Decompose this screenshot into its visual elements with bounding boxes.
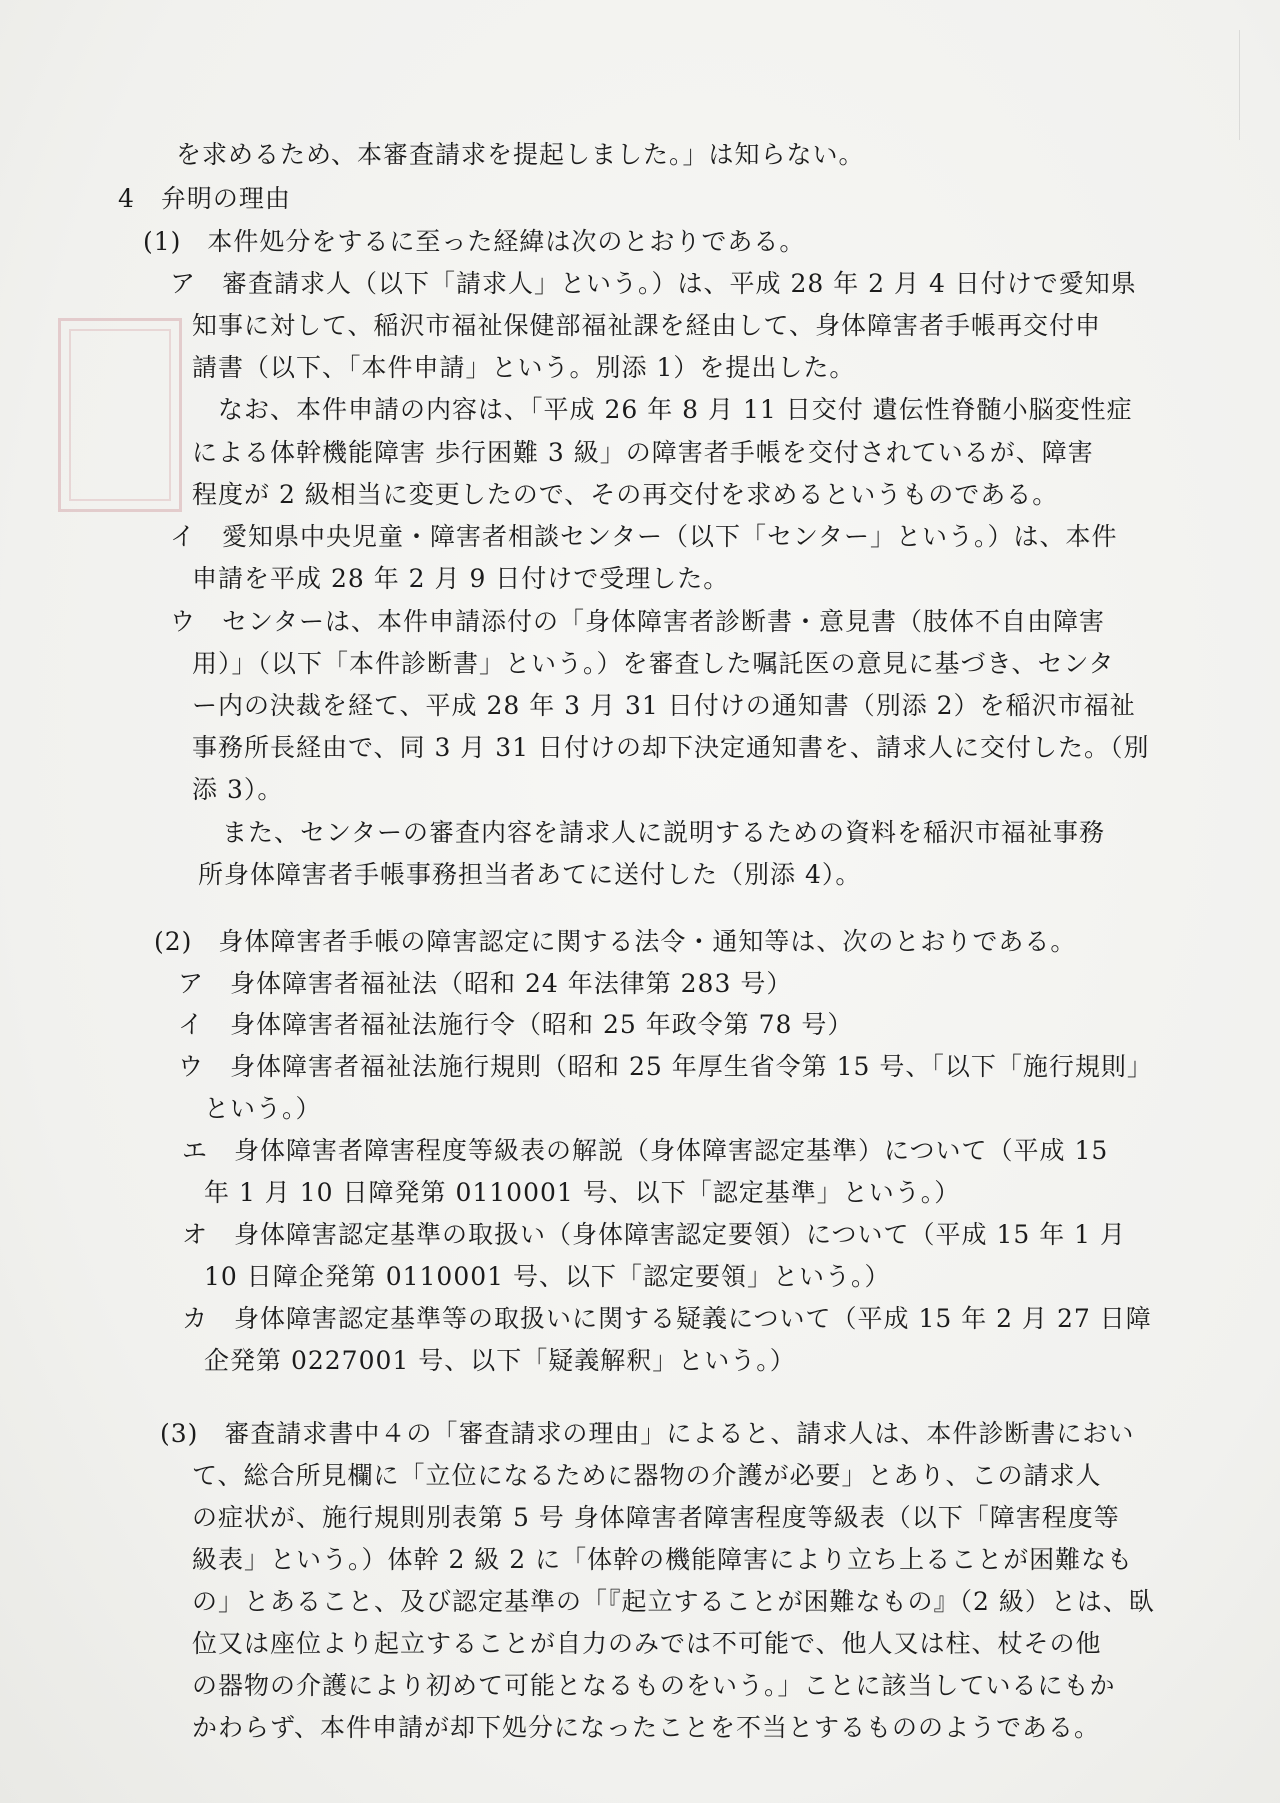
text-line: ウ センターは、本件申請添付の「身体障害者診断書・意見書（肢体不自由障害 [170,607,1106,636]
text-line: 位又は座位より起立することが自力のみでは不可能で、他人又は柱、杖その他 [192,1629,1102,1658]
text-line: 用）」（以下「本件診断書」という。）を審査した嘱託医の意見に基づき、センタ [192,649,1115,678]
text-line: を求めるため、本審査請求を提起しました。」は知らない。 [176,140,865,169]
text-line: 添 3）。 [192,775,284,804]
text-line: という。） [204,1094,322,1123]
text-line: 10 日障企発第 0110001 号、以下「認定要領」という。） [204,1262,891,1291]
text-line: イ 愛知県中央児童・障害者相談センター（以下「センター」という。）は、本件 [170,522,1118,551]
text-line: 級表」という。）体幹 2 級 2 に「体幹の機能障害により立ち上ることが困難なも [192,1545,1134,1574]
text-line: かわらず、本件申請が却下処分になったことを不当とするもののようである。 [192,1713,1101,1742]
text-line: ウ 身体障害者福祉法施行規則（昭和 25 年厚生省令第 15 号、「以下「施行規則」 [178,1052,1153,1081]
text-line: また、センターの審査内容を請求人に説明するための資料を稲沢市福祉事務 [222,818,1106,847]
text-line: エ 身体障害者障害程度等級表の解説（身体障害認定基準）について（平成 15 [182,1136,1109,1165]
text-line: 程度が 2 級相当に変更したので、その再交付を求めるというものである。 [192,480,1059,509]
text-line: 請書（以下、「本件申請」という。別添 1）を提出した。 [192,353,856,382]
text-line: 事務所長経由で、同 3 月 31 日付けの却下決定通知書を、請求人に交付した。（別 [192,733,1150,762]
subsection-heading: (1) 本件処分をするに至った経緯は次のとおりである。 [143,227,806,256]
text-line: て、総合所見欄に「立位になるために器物の介護が必要」とあり、この請求人 [192,1461,1102,1490]
text-line: 所身体障害者手帳事務担当者あてに送付した（別添 4）。 [198,860,862,889]
subsection-heading: (3) 審査請求書中４の「審査請求の理由」によると、請求人は、本件診断書におい [160,1419,1135,1448]
text-line: ア 身体障害者福祉法（昭和 24 年法律第 283 号） [178,969,793,998]
page-fold-mark [1199,30,1240,140]
text-line: 申請を平成 28 年 2 月 9 日付けで受理した。 [192,564,730,593]
subsection-heading: (2) 身体障害者手帳の障害認定に関する法令・通知等は、次のとおりである。 [154,927,1077,956]
text-line: 企発第 0227001 号、以下「疑義解釈」という。） [204,1346,796,1375]
seal-stamp [58,318,182,512]
text-line: オ 身体障害認定基準の取扱い（身体障害認定要領）について（平成 15 年 1 月 [182,1220,1127,1249]
text-line: の」とあること、及び認定基準の「『起立することが困難なもの』（2 級）とは、臥 [192,1587,1155,1616]
text-line: イ 身体障害者福祉法施行令（昭和 25 年政令第 78 号） [178,1010,854,1039]
text-line: なお、本件申請の内容は、「平成 26 年 8 月 11 日交付 遺伝性脊髄小脳変性症 [218,395,1133,424]
text-line: ー内の決裁を経て、平成 28 年 3 月 31 日付けの通知書（別添 2）を稲沢市福祉 [192,691,1136,720]
text-line: の器物の介護により初めて可能となるものをいう。」ことに該当しているにもか [192,1671,1116,1700]
text-line: ア 審査請求人（以下「請求人」という。）は、平成 28 年 2 月 4 日付けで愛知県 [170,269,1137,298]
text-line: 年 1 月 10 日障発第 0110001 号、以下「認定基準」という。） [204,1178,961,1207]
text-line: による体幹機能障害 歩行困難 3 級」の障害者手帳を交付されているが、障害 [192,438,1094,467]
text-line: の症状が、施行規則別表第 5 号 身体障害者障害程度等級表（以下「障害程度等 [192,1503,1120,1532]
section-heading: 4 弁明の理由 [118,184,291,213]
text-line: 知事に対して、稲沢市福祉保健部福祉課を経由して、身体障害者手帳再交付申 [192,311,1102,340]
text-line: カ 身体障害認定基準等の取扱いに関する疑義について（平成 15 年 2 月 27 日障 [182,1304,1152,1333]
